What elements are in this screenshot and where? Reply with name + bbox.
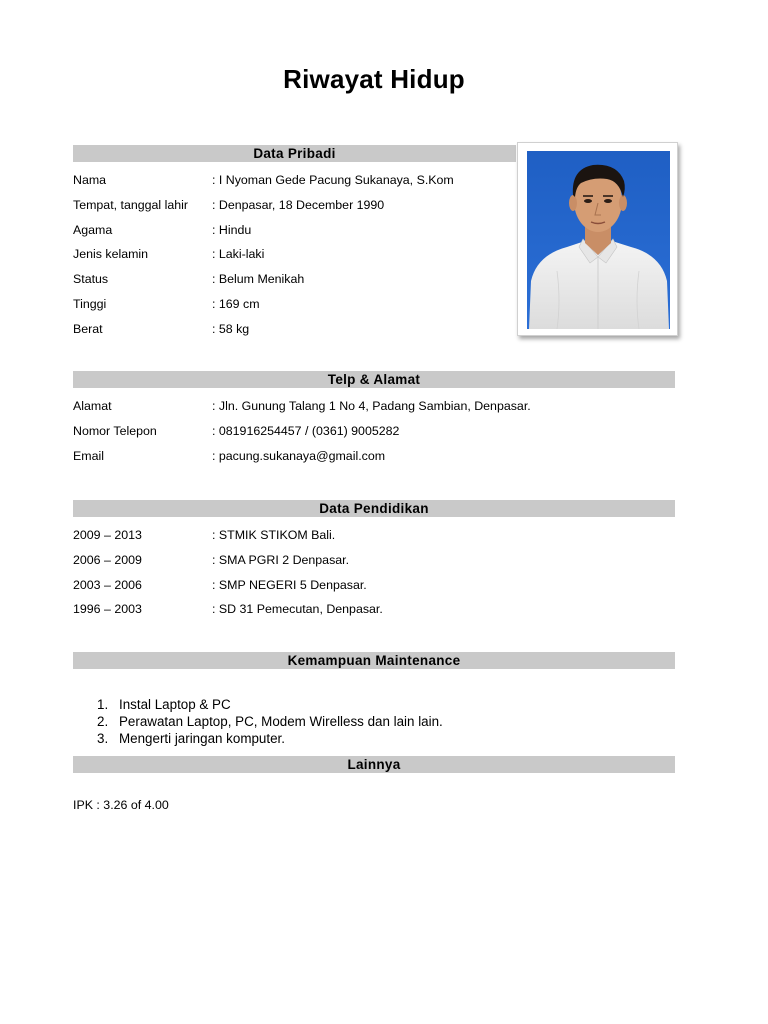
edu-row bbox=[73, 527, 335, 543]
row-value: : 081916254457 / (0361) 9005282 bbox=[212, 424, 400, 438]
row-label: Agama bbox=[73, 223, 113, 237]
row-label: Alamat bbox=[73, 399, 112, 413]
edu-years: 2003 – 2006 bbox=[73, 578, 142, 592]
list-item bbox=[97, 713, 443, 730]
row-value: : Jln. Gunung Talang 1 No 4, Padang Sambian, Denpasar. bbox=[212, 399, 531, 413]
row-value: : I Nyoman Gede Pacung Sukanaya, S.Kom bbox=[212, 173, 454, 187]
profile-photo-frame bbox=[517, 142, 678, 336]
info-row-tinggi bbox=[73, 296, 260, 312]
list-text: Instal Laptop & PC bbox=[119, 697, 231, 712]
ipk-text: IPK : 3.26 of 4.00 bbox=[73, 798, 169, 812]
row-value: : Denpasar, 18 December 1990 bbox=[212, 198, 385, 212]
section-header-kemampuan: Kemampuan Maintenance bbox=[73, 652, 675, 669]
row-value: : 169 cm bbox=[212, 297, 260, 311]
list-text: Mengerti jaringan komputer. bbox=[119, 731, 285, 746]
info-row-email bbox=[73, 448, 385, 464]
list-number: 3. bbox=[97, 731, 109, 746]
edu-school: : STMIK STIKOM Bali. bbox=[212, 528, 336, 542]
list-item bbox=[97, 696, 443, 713]
list-item bbox=[97, 730, 443, 747]
edu-years: 2009 – 2013 bbox=[73, 528, 142, 542]
row-label: Nama bbox=[73, 173, 107, 187]
row-value: : Laki-laki bbox=[212, 247, 265, 261]
row-label: Nomor Telepon bbox=[73, 424, 157, 438]
info-row-alamat bbox=[73, 398, 531, 414]
info-row-berat bbox=[73, 321, 249, 337]
edu-row bbox=[73, 601, 383, 617]
row-value: : pacung.sukanaya@gmail.com bbox=[212, 449, 386, 463]
row-label: Berat bbox=[73, 322, 103, 336]
profile-photo bbox=[527, 151, 670, 329]
skills-list bbox=[97, 696, 443, 747]
edu-years: 1996 – 2003 bbox=[73, 602, 142, 616]
edu-row bbox=[73, 577, 367, 593]
info-row-agama bbox=[73, 222, 251, 238]
row-label: Status bbox=[73, 272, 109, 286]
row-label: Email bbox=[73, 449, 104, 463]
section-header-data-pendidikan: Data Pendidikan bbox=[73, 500, 675, 517]
portrait-illustration bbox=[527, 151, 670, 329]
edu-school: : SMA PGRI 2 Denpasar. bbox=[212, 553, 350, 567]
row-label: Tinggi bbox=[73, 297, 107, 311]
row-label: Tempat, tanggal lahir bbox=[73, 198, 189, 212]
info-row-jenis-kelamin bbox=[73, 246, 264, 262]
row-value: : Belum Menikah bbox=[212, 272, 305, 286]
section-header-telp-alamat: Telp & Alamat bbox=[73, 371, 675, 388]
list-number: 1. bbox=[97, 697, 109, 712]
row-value: : 58 kg bbox=[212, 322, 250, 336]
info-row-telepon bbox=[73, 423, 399, 439]
info-row-nama bbox=[73, 172, 454, 188]
page-title: Riwayat Hidup bbox=[283, 64, 465, 94]
info-row-status bbox=[73, 271, 304, 287]
edu-school: : SD 31 Pemecutan, Denpasar. bbox=[212, 602, 383, 616]
edu-row bbox=[73, 552, 349, 568]
section-header-data-pribadi: Data Pribadi bbox=[73, 145, 516, 162]
edu-years: 2006 – 2009 bbox=[73, 553, 142, 567]
edu-school: : SMP NEGERI 5 Denpasar. bbox=[212, 578, 367, 592]
list-text: Perawatan Laptop, PC, Modem Wirelless dan lain lain. bbox=[119, 714, 443, 729]
list-number: 2. bbox=[97, 714, 109, 729]
row-value: : Hindu bbox=[212, 223, 252, 237]
row-label: Jenis kelamin bbox=[73, 247, 149, 261]
info-row-ttl bbox=[73, 197, 384, 213]
section-header-lainnya: Lainnya bbox=[73, 756, 675, 773]
